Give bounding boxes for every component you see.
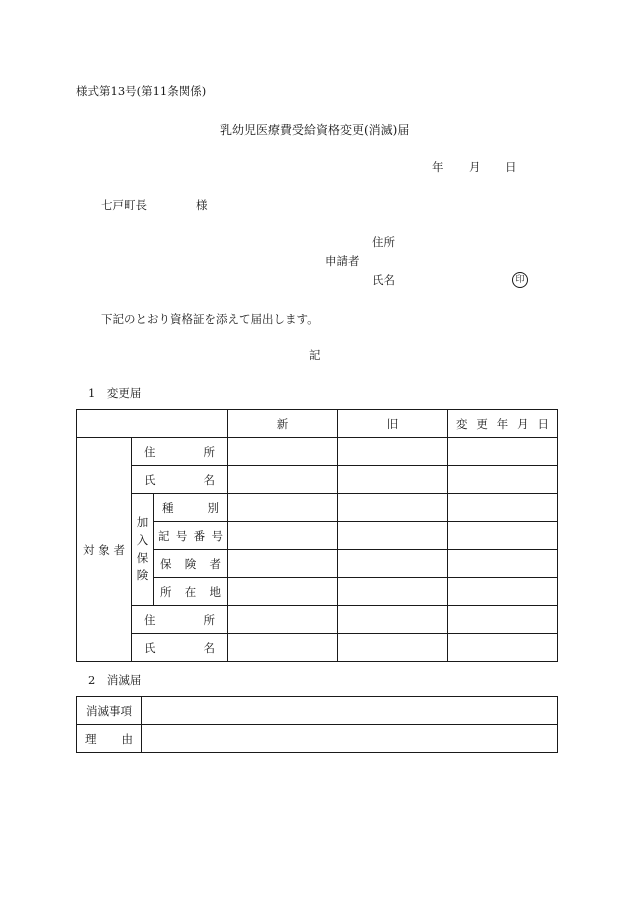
cell-name2-new[interactable] <box>228 634 338 662</box>
cell-symbol-old[interactable] <box>338 522 448 550</box>
table-row <box>77 466 558 494</box>
extinction-table <box>76 696 558 753</box>
col-change-date: 変 更 年 月 日 <box>448 410 558 438</box>
ki-heading: 記 <box>309 348 321 362</box>
row-label-location: 所 在 地 <box>154 578 228 606</box>
row-label-name-2: 氏 名 <box>132 634 228 662</box>
table-row <box>77 725 558 753</box>
date-day-label: 日 <box>505 160 517 174</box>
table-row <box>77 494 558 522</box>
row-label-name: 氏 名 <box>132 466 228 494</box>
change-table <box>76 409 558 662</box>
cell-name2-date[interactable] <box>448 634 558 662</box>
addressee: 七戸町長 <box>101 198 147 212</box>
cell-insurer-date[interactable] <box>448 550 558 578</box>
header-blank-cell <box>77 410 228 438</box>
col-new: 新 <box>228 410 338 438</box>
section1-title: 1 変更届 <box>88 386 142 400</box>
cell-name2-old[interactable] <box>338 634 448 662</box>
row-label-type: 種 別 <box>154 494 228 522</box>
cell-type-date[interactable] <box>448 494 558 522</box>
applicant-label: 申請者 <box>325 254 360 268</box>
row-label-reason: 理 由 <box>77 725 142 753</box>
cell-address-date[interactable] <box>448 438 558 466</box>
table-header-row <box>77 410 558 438</box>
cell-address2-new[interactable] <box>228 606 338 634</box>
col-old: 旧 <box>338 410 448 438</box>
form-number: 様式第13号(第11条関係) <box>76 84 207 98</box>
row-label-insurer: 保 険 者 <box>154 550 228 578</box>
cell-name-new[interactable] <box>228 466 338 494</box>
table-row <box>77 606 558 634</box>
cell-insurer-new[interactable] <box>228 550 338 578</box>
row-group-insurance: 加 入 保 険 <box>132 494 154 606</box>
cell-address-new[interactable] <box>228 438 338 466</box>
cell-type-new[interactable] <box>228 494 338 522</box>
section2-title: 2 消滅届 <box>88 673 142 687</box>
cell-address-old[interactable] <box>338 438 448 466</box>
cell-location-new[interactable] <box>228 578 338 606</box>
date-month-label: 月 <box>469 160 481 174</box>
cell-location-date[interactable] <box>448 578 558 606</box>
row-label-extinction-item: 消滅事項 <box>77 697 142 725</box>
cell-address2-old[interactable] <box>338 606 448 634</box>
table-row <box>77 697 558 725</box>
row-group-subject: 対 象 者 <box>77 438 132 662</box>
table-row <box>77 438 558 466</box>
name-label: 氏名 <box>372 273 395 287</box>
address-label: 住所 <box>372 235 395 249</box>
seal-icon: 印 <box>512 272 528 288</box>
row-label-symbol-number: 記 号 番 号 <box>154 522 228 550</box>
cell-reason[interactable] <box>142 725 558 753</box>
cell-type-old[interactable] <box>338 494 448 522</box>
cell-location-old[interactable] <box>338 578 448 606</box>
body-text: 下記のとおり資格証を添えて届出します。 <box>101 312 319 326</box>
cell-address2-date[interactable] <box>448 606 558 634</box>
row-label-address: 住 所 <box>132 438 228 466</box>
cell-name-old[interactable] <box>338 466 448 494</box>
cell-symbol-date[interactable] <box>448 522 558 550</box>
cell-symbol-new[interactable] <box>228 522 338 550</box>
date-year-label: 年 <box>432 160 444 174</box>
row-label-address-2: 住 所 <box>132 606 228 634</box>
cell-insurer-old[interactable] <box>338 550 448 578</box>
cell-name-date[interactable] <box>448 466 558 494</box>
addressee-honorific: 様 <box>196 198 208 212</box>
document-title: 乳幼児医療費受給資格変更(消滅)届 <box>220 123 410 137</box>
table-row <box>77 634 558 662</box>
cell-extinction-item[interactable] <box>142 697 558 725</box>
